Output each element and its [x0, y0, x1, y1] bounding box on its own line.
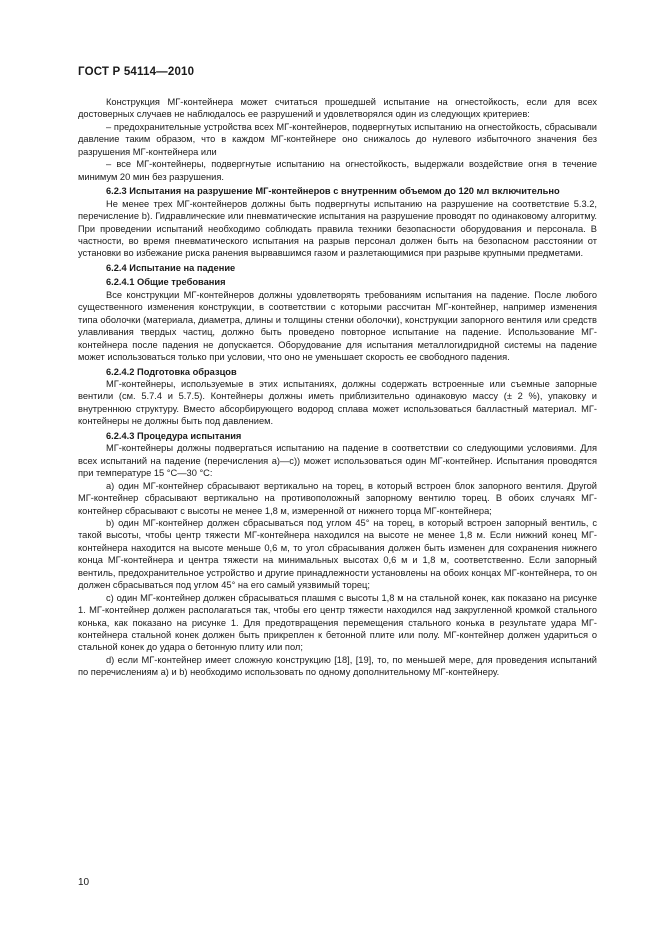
section-heading-6-2-4-2: 6.2.4.2 Подготовка образцов [106, 366, 237, 377]
paragraph: – все МГ-контейнеры, подвергнутые испытанию на огнестойкость, выдержали воздействие огня в течение минимум 20 мин без разрушения. [78, 159, 597, 182]
page-number: 10 [78, 877, 90, 888]
paragraph: МГ-контейнеры, используемые в этих испытаниях, должны содержать встроенные или съемные запорные вентили (см. 5.7.4 и 5.7.5). Контейнеры должны иметь приблизительно одинаковую массу (± 2 %), упаковку и внутреннюю структуру. Вместо абсорбирующего водород сплава может использоваться балластный материал. МГ-контейнеры не должны быть под давлением. [78, 378, 597, 427]
paragraph: – предохранительные устройства всех МГ-контейнеров, подвергнутых испытанию на огнестойкость, сбрасывали давление таким образом, что в каждом МГ-контейнере оно снижалось до нулевого избыточного значения без разрушения МГ-контейнера или [78, 121, 597, 157]
list-item: d) если МГ-контейнер имеет сложную конструкцию [18], [19], то, по меньшей мере, для проведения испытаний по перечислениям а) и b) необходимо использовать по одному дополнительному МГ-контейнеру. [78, 654, 597, 678]
paragraph: Не менее трех МГ-контейнеров должны быть подвергнуты испытанию на разрушение на соответствие 5.3.2, перечисление b). Гидравлические или пневматические испытания на разрушение проводят по одинаковому алгоритму. При проведении испытаний необходимо соблюдать правила техники безопасности оборудования и персонала. В частности, во время пневматического испытания на разрыв персонал должен быть на безопасном расстоянии от установки во избежание риска ранения вырвавшимся газом и разлетающимися при разрыве крупными предметами. [78, 198, 597, 259]
document-body [78, 96, 597, 679]
section-heading-6-2-3: 6.2.3 Испытания на разрушение МГ-контейнеров с внутренним объемом до 120 мл включительно [106, 186, 560, 197]
section-heading-6-2-4-3: 6.2.4.3 Процедура испытания [106, 430, 242, 441]
list-item: с) один МГ-контейнер должен сбрасываться плашмя с высоты 1,8 м на стальной конек, как показано на рисунке 1. МГ-контейнер должен располагаться так, чтобы его центр тяжести находился над закругленной кромкой стального конька, как показано на рисунке 1. Для предотвращения перемещения стального конька в результате удара МГ-контейнера стальной конек должен быть прикреплен к бетонной плите или полу. МГ-контейнер должен удариться о стальной конек до удара о бетонную плиту или пол; [78, 592, 597, 653]
section-heading-6-2-4-1: 6.2.4.1 Общие требования [106, 277, 226, 288]
paragraph: Все конструкции МГ-контейнеров должны удовлетворять требованиям испытания на падение. После любого существенного изменения конструкции, в соответствии с которыми рассчитан МГ-контейнер, например изменения типа оболочки (материала, диаметра, длины и толщины стенки оболочки), конструкции запорного вентиля или средств улавливания твердых частиц, должно быть проведено повторное испытание на падение. Использование МГ-контейнера после падения не допускается. Оборудование для испытания металлогидридной системы на падение может использоваться только при условии, что оно не уменьшает скорость ее свободного падения. [78, 289, 597, 363]
section-heading-6-2-4: 6.2.4 Испытание на падение [106, 262, 236, 273]
paragraph: Конструкция МГ-контейнера может считаться прошедшей испытание на огнестойкость, если для всех достоверных случаев не наблюдалось ее разрушений и удовлетворялся один из следующих критериев: [78, 97, 597, 120]
document-header: ГОСТ Р 54114—2010 [78, 66, 195, 78]
paragraph: МГ-контейнеры должны подвергаться испытанию на падение в соответствии со следующими условиями. Для всех испытаний на падение (перечисления а)—с)) может использоваться один МГ-контейнер. Испытания проводятся при температуре 15 °С—30 °С: [78, 443, 597, 479]
list-item: а) один МГ-контейнер сбрасывают вертикально на торец, в который встроен блок запорного вентиля. Другой МГ-контейнер сбрасывают вертикально на противоположный запорному вентилю торец. В обоих случаях МГ-контейнер сбрасывают с высоты не менее 1,8 м, измеренной от нижнего торца МГ-контейнера; [78, 480, 597, 516]
list-item: b) один МГ-контейнер должен сбрасываться под углом 45° на торец, в который встроен запорный вентиль, с такой высоты, чтобы центр тяжести МГ-контейнера находился на высоте не менее 1,8 м. Если нижний конец МГ-контейнера находится на высоте меньше 0,6 м, то угол сбрасывания должен быть изменен для сохранения нижнего конца МГ-контейнера и центра тяжести на минимальных высотах 0,6 м и 1,8 м, соответственно. Если запорный вентиль, предохранительное устройство и другие принадлежности установлены на обоих концах МГ-контейнера, то он должен сбрасываться под углом 45° на его самый уязвимый торец; [78, 517, 597, 591]
